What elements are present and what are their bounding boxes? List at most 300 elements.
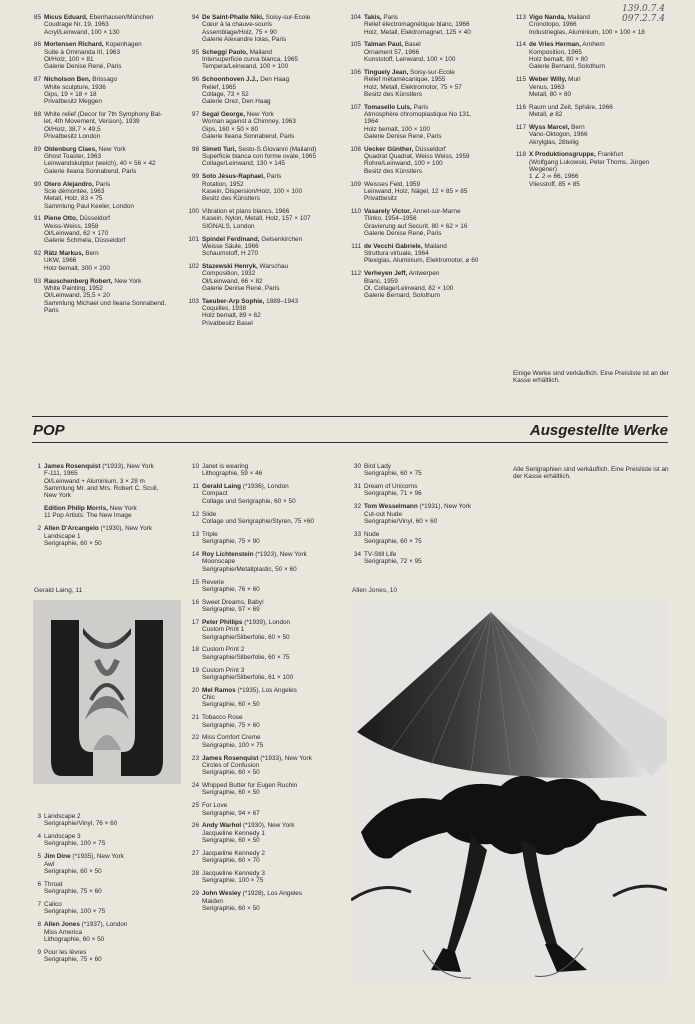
- catalogue-entry: [28, 181, 186, 210]
- entry-detail-line: New York: [44, 492, 71, 500]
- entry-detail-line: Coudrage Nr. 19, 1963: [44, 21, 109, 29]
- entry-detail-line: Suite à Ominanda III, 1963: [44, 48, 121, 56]
- entry-detail-line: Schaumstoff, H 270: [202, 250, 259, 258]
- entry-detail-line: Vliesstoff, 85 × 85: [529, 180, 580, 188]
- allen-jones-artwork-svg: [351, 600, 667, 982]
- entry-detail-line: Serigraphie/Silberfolie, 60 × 50: [202, 633, 290, 641]
- entry-artist-name: Roy Lichtenstein: [202, 551, 254, 559]
- pop-column-1-top: [28, 463, 190, 553]
- entry-artist-name: Uecker Günther,: [364, 145, 414, 153]
- entry-detail-line: Collage und Serigraphie, 60 × 50: [202, 497, 296, 505]
- entry-detail-line: Öl, Collage/Leinwand, 82 × 100: [364, 284, 454, 292]
- entry-detail-line: Collage, 73 × 52: [202, 90, 249, 98]
- catalogue-entry: [348, 181, 513, 203]
- entry-number: 30: [353, 463, 361, 470]
- pop-price-note: Alle Serigraphien sind verkäuflich. Eine Preisliste ist an der Kasse erhältlich.: [513, 466, 669, 481]
- entry-number: 23: [191, 754, 199, 762]
- entry-detail-line: White relief (Decor for 7th Symphony Bal-: [44, 111, 162, 119]
- entry-artist-location: Muri: [566, 76, 581, 84]
- entry-artist-name: Spindel Ferdinand,: [202, 235, 260, 243]
- entry-artist-location: Mailand: [247, 48, 272, 56]
- entry-artist-name: Schoonhoven J.J.,: [202, 76, 259, 84]
- entry-number: 114: [515, 41, 526, 49]
- entry-number: 118: [515, 151, 526, 159]
- entry-artist-line: [202, 263, 348, 270]
- entry-detail-line: Serigraphie, 100 × 75: [44, 840, 106, 848]
- entry-detail-line: Miss America: [44, 928, 82, 936]
- entry-detail-line: Öl/Holz, 100 × 81: [44, 56, 94, 64]
- entry-number: 96: [191, 76, 199, 84]
- entry-detail-line: Acryl/Leinwand, 100 × 130: [44, 28, 120, 36]
- entry-number: 109: [350, 180, 361, 188]
- entry-number: 22: [191, 734, 199, 742]
- entry-artist-line: [44, 525, 190, 532]
- entry-artist-name: Oldenburg Claes,: [44, 145, 97, 153]
- catalogue-entry: [348, 41, 513, 63]
- entry-detail-line: Landscape 3: [44, 833, 81, 841]
- entry-detail-line: Moonscape: [202, 558, 236, 566]
- catalogue-entry: [186, 619, 348, 641]
- entry-artist-line: [44, 76, 186, 83]
- entry-number: 100: [188, 208, 199, 216]
- catalogue-entry: [28, 250, 186, 272]
- entry-artist-line: [44, 853, 190, 860]
- entry-detail-line: TV-Still Life: [364, 551, 397, 559]
- entry-detail-line: Jacqueline Kennedy 3: [202, 870, 265, 878]
- entry-artist-line: [202, 890, 348, 897]
- entry-artist-name: Micus Eduard,: [44, 14, 88, 21]
- entry-artist-location: Arnhem: [580, 41, 605, 49]
- entry-detail-line: F-111, 1965: [44, 470, 78, 478]
- entry-detail-line: 11 Pop Artists: The New Image: [44, 512, 132, 520]
- entry-number: 92: [33, 250, 41, 258]
- entry-detail-line: Awl: [44, 860, 55, 868]
- catalogue-entry: [28, 14, 186, 36]
- entry-artist-location: Soisy-sur-Ecole: [408, 68, 455, 76]
- entry-detail-line: Galerie Denise René, Paris: [44, 63, 122, 71]
- entry-artist-name: Segal George,: [202, 111, 245, 119]
- entry-number: 9: [37, 948, 41, 956]
- entry-detail-line: Serigraphie/Silberfolie, 60 × 75: [202, 653, 290, 661]
- entry-detail-line: Tlinko, 1954–1956: [364, 215, 417, 223]
- entry-artist-name: Allen D'Arcangelo: [44, 525, 99, 533]
- entry-artist-line: [364, 270, 513, 277]
- entry-detail-line: Serigraphie, 60 × 50: [44, 867, 102, 875]
- entry-artist-location: (*1931), New York: [417, 503, 472, 511]
- catalogue-entry: [186, 850, 348, 865]
- entry-detail-line: Lithographie, 60 × 50: [44, 935, 105, 943]
- entry-detail-line: Rotation, 1952: [202, 180, 244, 188]
- entry-detail-line: Quadrat Quadrat, Weiss Weiss, 1959: [364, 153, 470, 161]
- top-price-note: Einige Werke sind verkäuflich. Eine Preisliste ist an der Kasse erhältlich.: [513, 370, 669, 385]
- entry-number: 32: [353, 503, 361, 511]
- entry-detail-line: Jacqueline Kennedy 2: [202, 849, 265, 857]
- entry-detail-line: Holz, Metall, Elektromagnet, 125 × 40: [364, 28, 471, 36]
- entry-artist-location: Mailand: [565, 14, 590, 21]
- entry-detail-line: Serigraphie, 75 × 60: [202, 721, 260, 729]
- catalogue-entry: [28, 525, 190, 547]
- catalogue-entry: [186, 551, 348, 573]
- section-divider-bottom: [32, 442, 668, 443]
- entry-detail-line: Galerie Alexandre Iolas, Paris: [202, 35, 287, 43]
- entry-detail-line: Composition, 1932: [202, 270, 256, 278]
- catalogue-entry: [186, 579, 348, 594]
- entry-detail-line: Privatbesitz Meggen: [44, 98, 102, 106]
- entry-number: 12: [191, 510, 199, 518]
- entry-number: 91: [33, 215, 41, 223]
- entry-detail-line: Leinwand, Holz, Nägel, 12 × 85 × 85: [364, 187, 468, 195]
- catalogue-entry: [186, 890, 348, 912]
- entry-number: 111: [351, 242, 361, 250]
- entry-detail-line: Collage und Serigraphie/Styren, 75 ×60: [202, 517, 315, 525]
- entry-number: 102: [188, 263, 199, 271]
- entry-artist-name: James Rosenquist: [44, 463, 101, 470]
- entry-artist-location: Annet-sur-Marne: [411, 208, 461, 216]
- entry-detail-line: Metall, ⌀ 82: [529, 111, 563, 119]
- entry-artist-line: [202, 14, 348, 21]
- entry-detail-line: Industrieglas, Aluminium, 100 × 100 × 18: [529, 28, 645, 36]
- entry-artist-location: Düsseldorf: [77, 215, 111, 223]
- catalogue-entry: [28, 813, 190, 828]
- entry-artist-line: [364, 69, 513, 76]
- catalogue-entry: [186, 687, 348, 709]
- entry-artist-location: New York: [107, 505, 137, 513]
- entry-number: 115: [515, 76, 526, 84]
- catalogue-entry: [186, 667, 348, 682]
- entry-number: 117: [515, 123, 526, 131]
- entry-artist-line: [44, 250, 186, 257]
- entry-detail-line: Serigraphie, 75 × 60: [44, 956, 102, 964]
- entry-number: 85: [33, 14, 41, 21]
- entry-artist-location: New York: [112, 277, 142, 285]
- entry-detail-line: Sammlung Michael und Ileana Sonnabend,: [44, 299, 167, 307]
- entry-artist-name: Nicholson Ben,: [44, 76, 91, 84]
- entry-detail-line: Throat: [44, 880, 63, 888]
- entry-number: 8: [37, 921, 41, 929]
- gerald-laing-artwork-svg: [33, 600, 181, 784]
- entry-detail-line: Gips, 160 × 50 × 80: [202, 125, 259, 133]
- entry-detail-line: Blanc, 1959: [364, 277, 398, 285]
- catalogue-entry: [28, 949, 190, 964]
- catalogue-entry: [186, 173, 348, 202]
- entry-artist-line: [529, 124, 673, 131]
- entry-artist-location: Sesto-S.Giovanni (Mailand): [236, 145, 317, 153]
- entry-artist-location: (*1935), Los Angeles: [235, 686, 297, 694]
- catalogue-entry: [186, 802, 348, 817]
- entry-artist-location: Basel: [402, 41, 421, 49]
- entry-artist-location: (*1935), New York: [70, 853, 124, 861]
- entry-number: 86: [33, 41, 41, 49]
- entry-detail-line: Serigraphie, 60 × 50: [202, 769, 260, 777]
- entry-detail-line: Jacqueline Kennedy 1: [202, 829, 265, 837]
- entry-detail-line: Holz bemalt, 80 × 80: [529, 56, 588, 64]
- entry-detail-line: Nude: [364, 530, 380, 538]
- catalogue-entry: [28, 505, 190, 520]
- entry-artist-name: Verheyen Jeff,: [364, 270, 408, 278]
- catalogue-entry: [348, 531, 513, 546]
- entry-detail-line: Serigraphie, 75 × 90: [202, 538, 260, 546]
- entry-number: 14: [191, 551, 199, 559]
- entry-artist-line: [364, 14, 513, 21]
- entry-detail-line: Tempera/Leinwand, 100 × 100: [202, 63, 289, 71]
- catalogue-entry: [186, 111, 348, 140]
- entry-number: 108: [350, 145, 361, 153]
- entry-artist-location: Paris: [411, 103, 429, 111]
- entry-detail-line: Pour les lèvres: [44, 948, 87, 956]
- entry-artist-location: Paris: [93, 180, 111, 188]
- entry-detail-line: Kasein, Nylon, Metall, Holz, 157 × 107: [202, 215, 311, 223]
- entry-artist-line: [44, 41, 186, 48]
- catalogue-entry: [513, 76, 673, 98]
- entry-artist-name: Peter Phillips: [202, 618, 243, 626]
- entry-number: 10: [191, 463, 199, 470]
- entry-artist-name: Taeuber-Arp Sophie,: [202, 297, 265, 305]
- entry-artist-name: John Wesley: [202, 890, 241, 898]
- entry-number: 13: [191, 530, 199, 538]
- entry-detail-line: Slide: [202, 510, 217, 518]
- catalogue-entry: [186, 298, 348, 327]
- catalogue-entry: [186, 646, 348, 661]
- entry-artist-name: Vasarely Victor,: [364, 208, 412, 216]
- catalogue-entry: [28, 76, 186, 105]
- entry-number: 88: [33, 111, 41, 119]
- catalogue-entry: [186, 208, 348, 230]
- entry-artist-location: Antwerpen: [407, 270, 440, 278]
- handnote-line-2: 097.2.7.4: [622, 14, 665, 24]
- entry-detail-line: Privatbesitz: [364, 195, 398, 203]
- catalogue-entry: [348, 104, 513, 140]
- catalogue-entry: [186, 531, 348, 546]
- entry-detail-line: Serigraphie/Vinyl, 76 × 60: [44, 820, 118, 828]
- entry-artist-line: [364, 146, 513, 153]
- entry-artist-location: 1889–1943: [264, 297, 299, 305]
- catalogue-entry: [348, 503, 513, 525]
- catalogue-entry: [28, 463, 190, 499]
- entry-artist-location: Kopenhagen: [103, 41, 142, 49]
- entry-detail-line: Paris: [44, 306, 59, 314]
- entry-detail-line: Woman against a Chimney, 1963: [202, 118, 296, 126]
- entry-detail-line: Weisse Säule, 1966: [202, 242, 259, 250]
- entry-detail-line: Serigraphie/Metallplastic, 50 × 60: [202, 565, 297, 573]
- entry-detail-line: Öl/Holz, 38,7 × 49,5: [44, 125, 101, 133]
- entry-artist-line: [44, 278, 186, 285]
- entry-number: 16: [191, 598, 199, 606]
- entry-artist-line: [364, 104, 513, 111]
- catalogue-entry: [28, 921, 190, 943]
- handnote-line-1: 139.0.7.4: [622, 4, 665, 14]
- section-heading-pop: POP: [33, 422, 65, 439]
- entry-detail-line: Kasein, Dispersion/Holz, 100 × 100: [202, 187, 303, 195]
- entry-detail-line: Metall, Holz, 83 × 75: [44, 195, 103, 203]
- entry-artist-name: Edition Philip Morris,: [44, 505, 108, 513]
- catalogue-entry: [348, 146, 513, 175]
- entry-detail-line: Coquilles, 1938: [202, 305, 247, 313]
- entry-detail-line: Holz, Metall, Elektromotor, 75 × 57: [364, 83, 462, 91]
- entry-detail-line: White Painting, 1952: [44, 284, 103, 292]
- entry-detail-line: Serigraphie, 72 × 95: [364, 558, 422, 566]
- entry-artist-name: Takis,: [364, 14, 382, 21]
- entry-detail-line: Besitz des Künstlers: [202, 195, 260, 203]
- entry-detail-line: Vano-Oktogon, 1966: [529, 131, 588, 139]
- entry-number: 99: [191, 173, 199, 181]
- entry-artist-name: Soto Jésus-Raphael,: [202, 173, 265, 181]
- top-column-1: [28, 14, 186, 320]
- gerald-laing-artwork-image: [33, 600, 181, 784]
- catalogue-entry: [28, 41, 186, 70]
- entry-artist-line: [364, 208, 513, 215]
- entry-detail-line: Ghost Toaster, 1963: [44, 153, 102, 161]
- entry-number: 101: [188, 235, 199, 243]
- catalogue-entry: [348, 14, 513, 36]
- entry-detail-line: Weiss-Weiss, 1958: [44, 222, 99, 230]
- entry-detail-line: Serigraphie, 100 × 75: [202, 877, 264, 885]
- entry-artist-location: (*1933), New York: [258, 754, 312, 762]
- entry-detail-line: Tobacco Rose: [202, 714, 243, 722]
- entry-detail-line: Privatbesitz Basel: [202, 319, 253, 327]
- entry-detail-line: White sculpture, 1936: [44, 83, 106, 91]
- catalogue-entry: [28, 901, 190, 916]
- entry-detail-line: Sammlung Mr. and Mrs. Robert C. Scull,: [44, 484, 159, 492]
- entry-detail-line: Sweet Dreams, Baby!: [202, 598, 264, 606]
- catalogue-entry: [186, 870, 348, 885]
- catalogue-entry: [186, 734, 348, 749]
- entry-detail-line: Metall, 80 × 80: [529, 90, 572, 98]
- entry-artist-name: de Vries Herman,: [529, 41, 581, 49]
- entry-artist-name: Tomasello Luis,: [364, 103, 412, 111]
- caption-allen-jones: Allen Jones, 10: [352, 587, 398, 594]
- entry-artist-line: [44, 463, 190, 470]
- entry-detail-line: Serigraphie, 60 × 75: [364, 538, 422, 546]
- entry-number: 6: [37, 880, 41, 888]
- entry-detail-line: Rohre/Leinwand, 100 × 100: [364, 160, 443, 168]
- pop-column-1-bottom: [28, 813, 190, 969]
- entry-artist-location: Paris: [264, 173, 282, 181]
- entry-artist-name: de Vecchi Gabriele,: [364, 242, 423, 250]
- top-column-3: [348, 14, 513, 305]
- entry-detail-line: Galerie Schmela, Düsseldorf: [44, 237, 126, 245]
- entry-artist-name: James Rosenquist: [202, 754, 259, 762]
- entry-detail-line: Reverie: [202, 578, 225, 586]
- entry-number: 28: [191, 870, 199, 878]
- entry-detail-line: Besitz des Künstlers: [364, 167, 422, 175]
- entry-detail-line: Leinwandskulptur (weich), 40 × 56 × 42: [44, 160, 156, 168]
- entry-number: 24: [191, 782, 199, 790]
- entry-artist-location: New York: [96, 145, 126, 153]
- entry-artist-line: [364, 503, 513, 510]
- entry-detail-line: Intersuperficie curva bianca, 1965: [202, 56, 298, 64]
- entry-number: 18: [191, 646, 199, 654]
- catalogue-entry: [186, 146, 348, 168]
- entry-detail-line: Serigraphie, 60 × 50: [202, 837, 260, 845]
- entry-detail-line: Triple: [202, 530, 218, 538]
- entry-number: 17: [191, 618, 199, 626]
- entry-detail-line: Galerie Denise René, Paris: [364, 132, 442, 140]
- entry-artist-line: [44, 921, 190, 928]
- entry-artist-line: [44, 215, 186, 222]
- entry-detail-line: Miss Comfort Creme: [202, 734, 261, 742]
- entry-number: 95: [191, 48, 199, 56]
- entry-artist-line: [202, 551, 348, 558]
- entry-artist-name: X Produktionsgruppe,: [529, 151, 596, 159]
- entry-detail-line: Holz bemalt, 100 × 100: [364, 125, 430, 133]
- entry-detail-line: Serigraphie, 60 × 50: [202, 789, 260, 797]
- entry-detail-line: Galerie Bernard, Solothurn: [529, 63, 606, 71]
- entry-detail-line: Compact: [202, 490, 228, 498]
- entry-number: 112: [350, 270, 361, 278]
- entry-detail-line: Superficie bianca con forme ovale, 1965: [202, 153, 317, 161]
- entry-detail-line: Privatbesitz London: [44, 132, 101, 140]
- entry-artist-name: Mel Ramos: [202, 686, 236, 694]
- catalogue-entry: [186, 599, 348, 614]
- entry-number: 98: [191, 145, 199, 153]
- entry-artist-line: [202, 146, 348, 153]
- entry-artist-location: Gelsenkirchen: [259, 235, 303, 243]
- catalogue-entry: [513, 104, 673, 119]
- allen-jones-artwork-image: [351, 600, 667, 982]
- entry-number: 26: [191, 822, 199, 830]
- entry-number: 113: [515, 14, 526, 21]
- catalogue-entry: [28, 111, 186, 140]
- entry-artist-line: [529, 41, 673, 48]
- catalogue-entry: [513, 151, 673, 187]
- entry-artist-line: [364, 243, 513, 250]
- entry-detail-line: 1 ∠ 2 ∞ 66, 1966: [529, 173, 579, 181]
- entry-artist-location: Frankfurt: [595, 151, 624, 159]
- entry-artist-name: Vigo Nanda,: [529, 14, 566, 21]
- entry-detail-line: let, 4th Movement, Version), 1939: [44, 118, 140, 126]
- entry-artist-line: [529, 151, 673, 158]
- entry-detail-line: SIGNALS, London: [202, 222, 255, 230]
- entry-number: 97: [191, 111, 199, 119]
- entry-detail-line: Serigraphie, 60 × 70: [202, 857, 260, 865]
- entry-detail-line: Sammlung Paul Keeler, London: [44, 202, 134, 210]
- entry-detail-line: Weisses Feld, 1959: [364, 180, 421, 188]
- catalogue-entry: [186, 782, 348, 797]
- catalogue-entry: [28, 146, 186, 175]
- entry-detail-line: (Wolfgang Lukowski, Peter Thoms, Jürgen: [529, 158, 650, 166]
- entry-artist-location: (*1930), New York: [98, 525, 153, 533]
- entry-artist-line: [202, 619, 348, 626]
- entry-detail-line: Serigraphie, 60 × 75: [364, 470, 422, 478]
- entry-number: 5: [37, 853, 41, 861]
- entry-number: 93: [33, 277, 41, 285]
- entry-artist-name: Scheggi Paolo,: [202, 48, 248, 56]
- entry-artist-name: Allen Jones: [44, 921, 80, 929]
- entry-detail-line: Serigraphie, 100 × 75: [202, 741, 264, 749]
- entry-detail-line: Serigraphie, 60 × 50: [44, 539, 102, 547]
- entry-detail-line: 1964: [364, 118, 379, 126]
- entry-detail-line: Scie démontée, 1963: [44, 187, 105, 195]
- entry-detail-line: For Love: [202, 802, 228, 810]
- entry-detail-line: Circles of Confusion: [202, 761, 260, 769]
- catalogue-entry: [186, 236, 348, 258]
- section-divider: [32, 416, 668, 417]
- entry-detail-line: Akrylglas, 28teilig: [529, 138, 579, 146]
- catalogue-entry: [186, 14, 348, 43]
- entry-detail-line: Cœur à la chauve-souris: [202, 21, 272, 29]
- entry-artist-name: Tinguely Jean,: [364, 68, 409, 76]
- entry-artist-location: (*1937), London: [79, 921, 128, 929]
- entry-detail-line: Whipped Butter for Eugen Ruchin: [202, 782, 298, 790]
- entry-artist-location: (*1923), New York: [253, 551, 307, 559]
- entry-number: 116: [515, 103, 526, 111]
- entry-detail-line: Gravierung auf Securit, 80 × 62 × 16: [364, 222, 468, 230]
- entry-artist-line: [44, 505, 190, 512]
- entry-detail-line: Öl/Leinwand, 62 × 170: [44, 229, 109, 237]
- entry-artist-name: Mortensen Richard,: [44, 41, 104, 49]
- entry-number: 4: [37, 833, 41, 841]
- entry-number: 27: [191, 849, 199, 857]
